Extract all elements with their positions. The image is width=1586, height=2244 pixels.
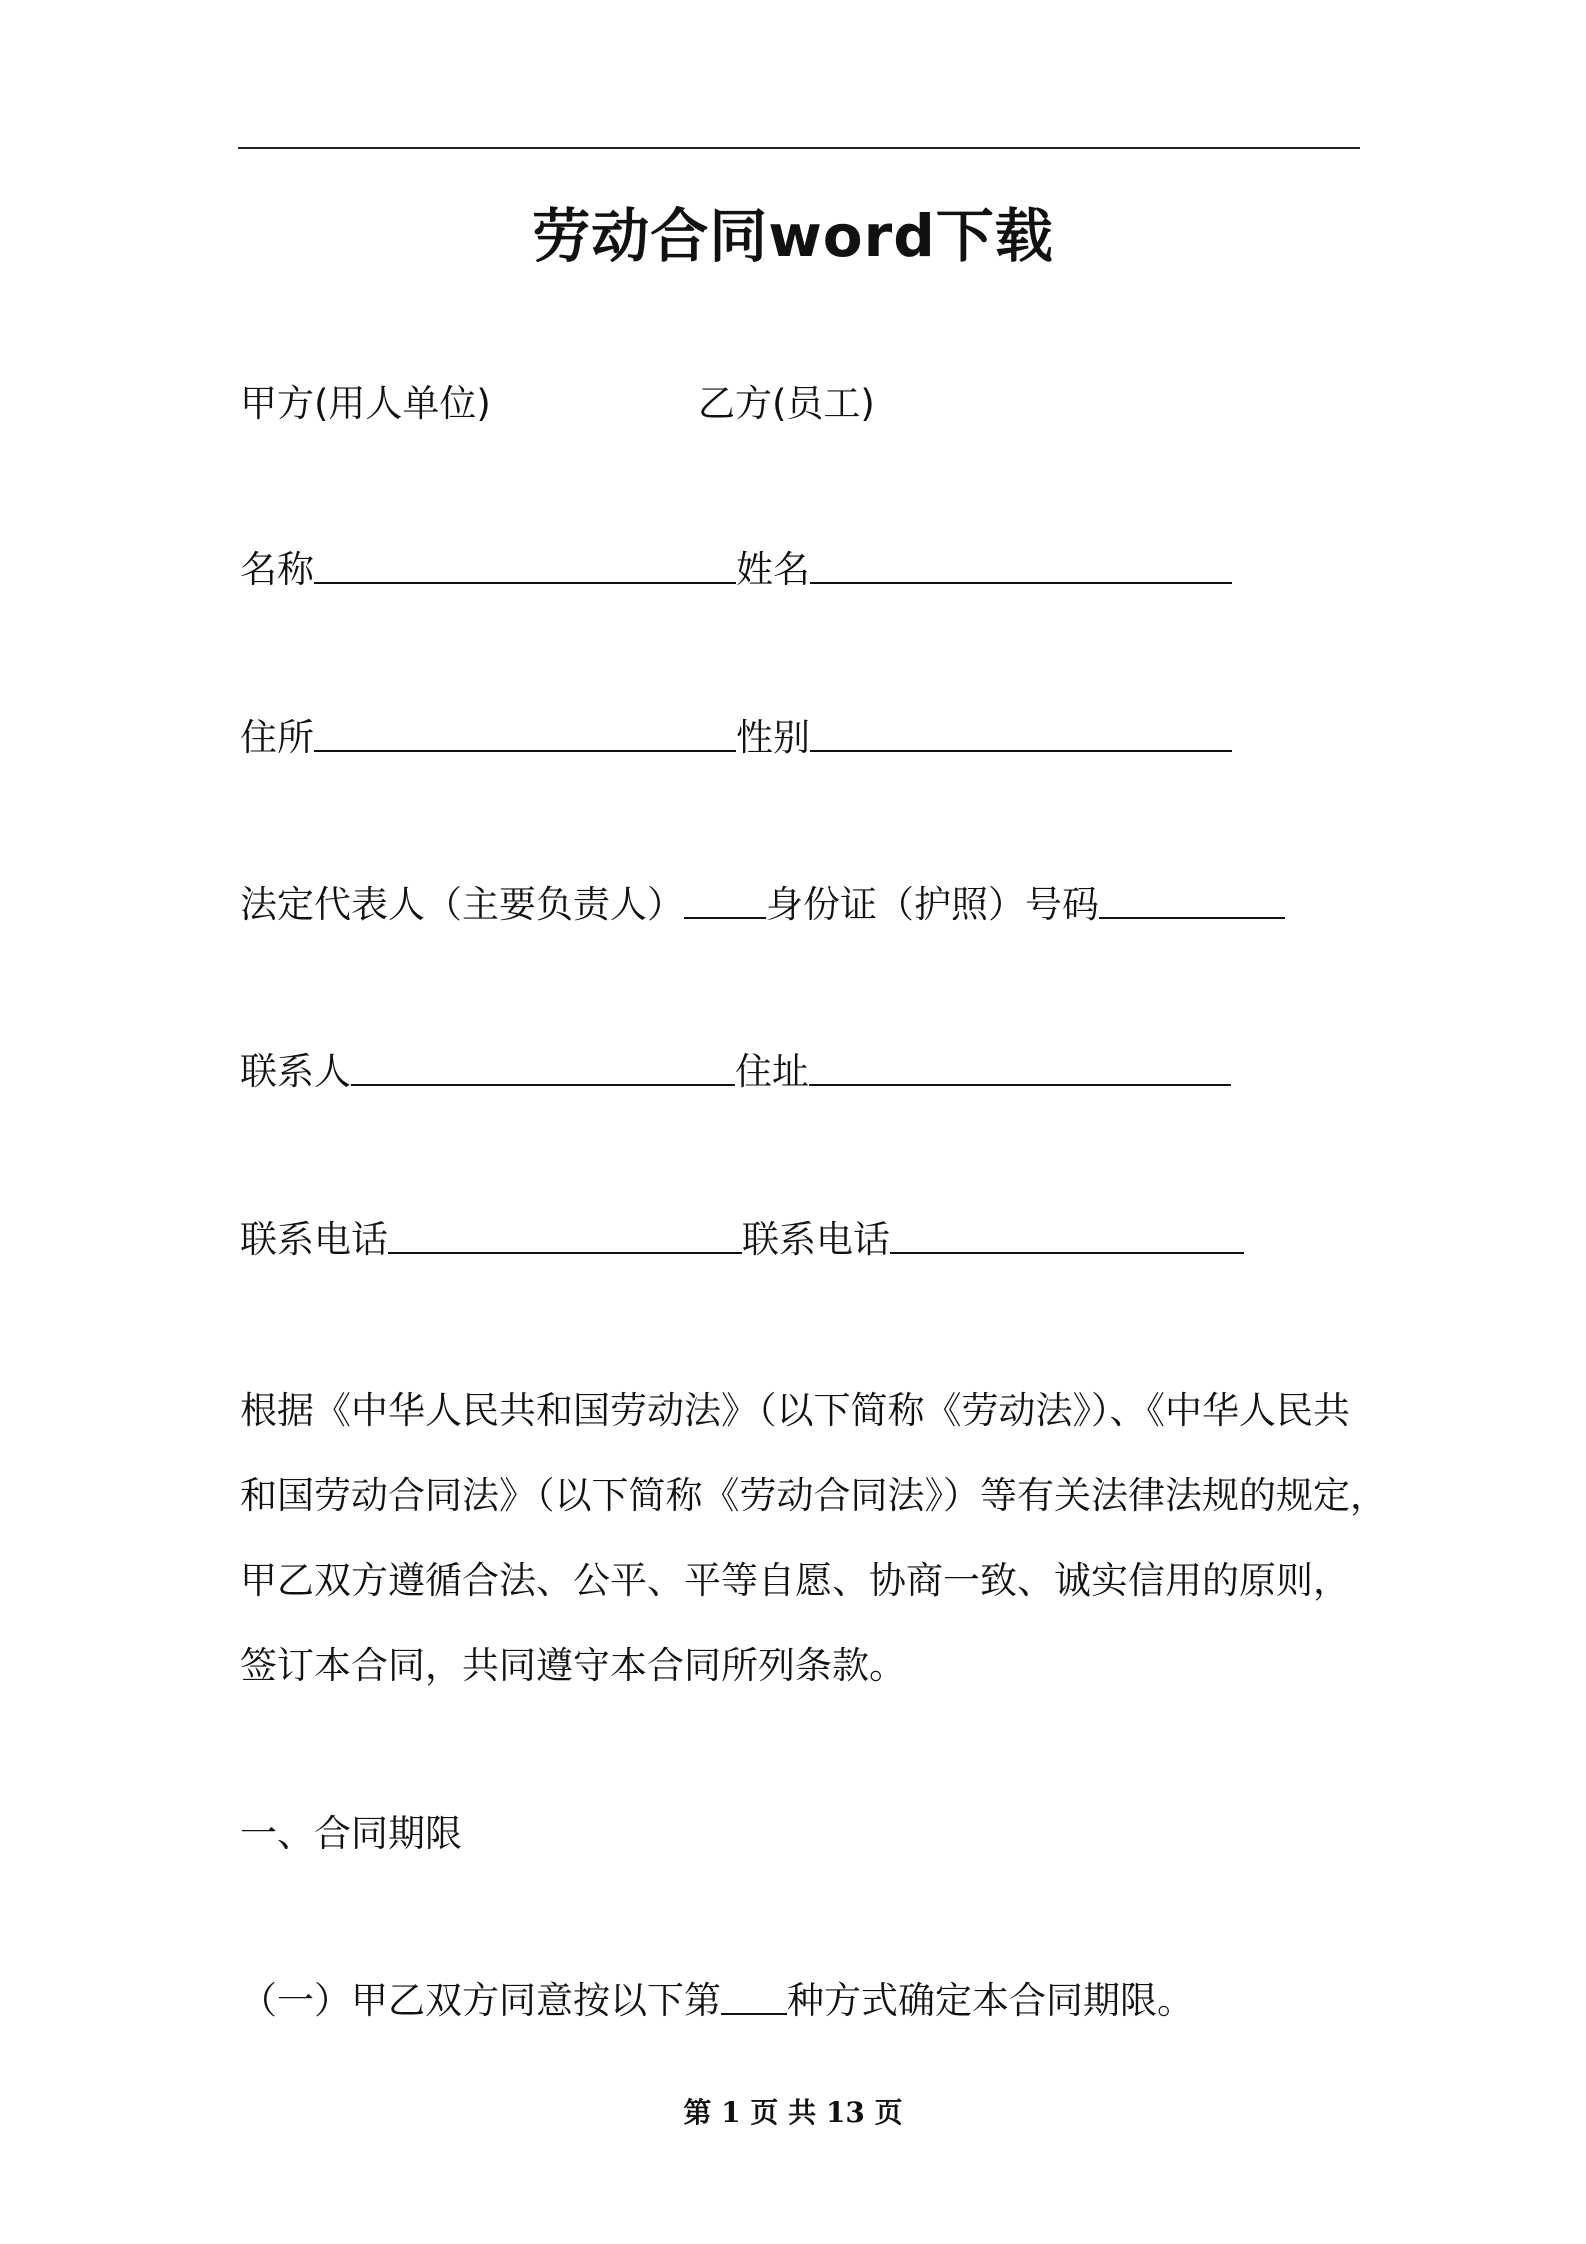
name-row	[240, 544, 1232, 596]
phone-b-blank[interactable]	[890, 1218, 1244, 1254]
phone-b-label: 联系电话	[742, 1218, 890, 1261]
intro-line: 甲乙双方遵循合法、公平、平等自愿、协商一致、诚实信用的原则，	[240, 1559, 1350, 1602]
id-number-label: 身份证（护照）号码	[766, 883, 1099, 926]
clause-1-prefix: （一）甲乙双方同意按以下第	[240, 1979, 721, 2022]
name-label: 名称	[240, 548, 314, 591]
contact-person-label: 联系人	[240, 1050, 351, 1093]
legal-rep-label: 法定代表人（主要负责人）	[240, 883, 684, 926]
contact-row	[240, 1046, 1231, 1098]
intro-line: 签订本合同，共同遵守本合同所列条款。	[240, 1644, 906, 1687]
residence-row	[240, 712, 1232, 764]
contact-person-blank[interactable]	[351, 1050, 735, 1086]
clause-1	[240, 1975, 1194, 2027]
full-name-blank[interactable]	[810, 548, 1232, 584]
address-label: 住址	[735, 1050, 809, 1093]
intro-paragraph	[240, 1368, 1390, 1708]
party-b-label: 乙方(员工)	[698, 382, 875, 425]
intro-line: 和国劳动合同法》（以下简称《劳动合同法》）等有关法律法规的规定，	[240, 1474, 1387, 1517]
phone-a-blank[interactable]	[388, 1218, 742, 1254]
page-number: 第 1 页 共 13 页	[683, 2096, 903, 2129]
id-number-blank[interactable]	[1099, 883, 1285, 919]
clause-1-blank[interactable]	[721, 1979, 787, 2015]
intro-line: 根据《中华人民共和国劳动法》（以下简称《劳动法》）、《中华人民共	[240, 1389, 1350, 1432]
section-heading: 一、合同期限	[240, 1812, 462, 1855]
header-rule	[238, 147, 1360, 149]
full-name-label: 姓名	[736, 548, 810, 591]
document-title: 劳动合同word下载	[532, 202, 1054, 270]
gender-label: 性别	[736, 716, 810, 759]
name-blank[interactable]	[314, 548, 736, 584]
address-blank[interactable]	[809, 1050, 1231, 1086]
legal-rep-blank[interactable]	[684, 883, 766, 919]
residence-label: 住所	[240, 716, 314, 759]
clause-1-suffix: 种方式确定本合同期限。	[787, 1979, 1194, 2022]
party-a-label: 甲方(用人单位)	[240, 382, 491, 425]
legal-rep-row	[240, 879, 1285, 931]
phone-a-label: 联系电话	[240, 1218, 388, 1261]
gender-blank[interactable]	[810, 716, 1232, 752]
phone-row	[240, 1214, 1244, 1266]
residence-blank[interactable]	[314, 716, 736, 752]
